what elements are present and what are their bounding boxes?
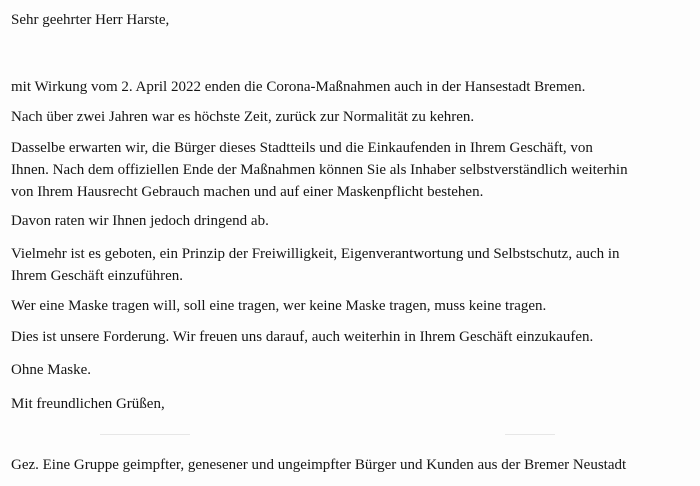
paragraph-7: Dies ist unsere Forderung. Wir freuen uns darauf, auch weiterhin in Ihrem Geschäft einzukaufen.	[11, 329, 594, 345]
paragraph-5-line-1: Vielmehr ist es geboten, ein Prinzip der Freiwilligkeit, Eigenverantwortung und Selbstschutz, auch in	[11, 246, 620, 262]
signature: Gez. Eine Gruppe geimpfter, genesener und ungeimpfter Bürger und Kunden aus der Bremer Neustadt	[11, 457, 627, 473]
scan-artifact	[505, 434, 555, 435]
closing: Mit freundlichen Grüßen,	[11, 396, 165, 412]
paragraph-3-line-2: Ihnen. Nach dem offiziellen Ende der Maßnahmen können Sie als Inhaber selbstverständlich weiterhin	[11, 162, 628, 178]
paragraph-3-line-1: Dasselbe erwarten wir, die Bürger dieses Stadtteils und die Einkaufenden in Ihrem Geschäft, von	[11, 140, 593, 156]
paragraph-1: mit Wirkung vom 2. April 2022 enden die Corona-Maßnahmen auch in der Hansestadt Bremen.	[11, 79, 586, 95]
paragraph-2: Nach über zwei Jahren war es höchste Zeit, zurück zur Normalität zu kehren.	[11, 109, 475, 125]
paragraph-4: Davon raten wir Ihnen jedoch dringend ab.	[11, 213, 269, 229]
paragraph-6: Wer eine Maske tragen will, soll eine tragen, wer keine Maske tragen, muss keine tragen.	[11, 298, 547, 314]
salutation: Sehr geehrter Herr Harste,	[11, 12, 170, 28]
paragraph-5	[11, 243, 681, 287]
paragraph-3	[11, 137, 681, 203]
paragraph-5-line-2: Ihrem Geschäft einzuführen.	[11, 268, 184, 284]
paragraph-8: Ohne Maske.	[11, 362, 91, 378]
paragraph-3-line-3: von Ihrem Hausrecht Gebrauch machen und auf einer Maskenpflicht bestehen.	[11, 184, 484, 200]
scan-artifact	[100, 434, 190, 435]
